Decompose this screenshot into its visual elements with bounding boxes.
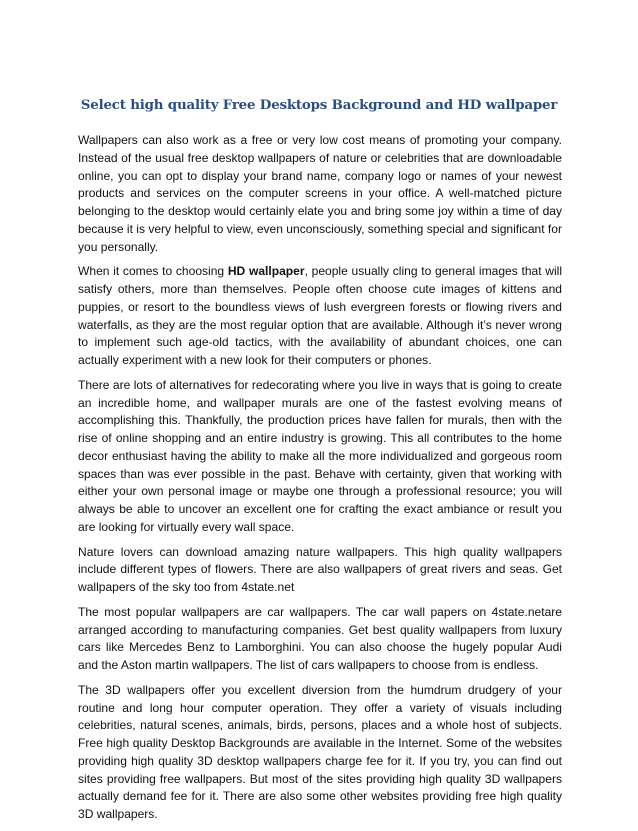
document-body [78, 132, 562, 831]
paragraph-car-wallpapers: The most popular wallpapers are car wallpapers. The car wall papers on 4state.netare arranged according to manufacturing companies. Get best quality wallpapers from luxury cars like Mercedes Benz to Lamborghini. You can also choose the hugely popular Audi and the Aston martin wallpapers. The list of cars wallpapers to choose from is endless. [78, 604, 562, 672]
paragraph-3d-wallpapers: The 3D wallpapers offer you excellent diversion from the humdrum drudgery of your routine and long hour computer operation. They offer a variety of visuals including celebrities, natural scenes, animals, birds, persons, places and a whole host of subjects. Free high quality Desktop Backgrounds are available in the Internet. Some of the websites providing high quality 3D desktop wallpapers charge fee for it. If you try, you can find out sites providing free wallpapers. But most of the sites providing high quality 3D wallpapers actually demand fee for it. There are also some other websites providing free high quality 3D wallpapers. [78, 682, 562, 821]
paragraph-text-after: , people usually cling to general images that will satisfy others, more than themselves. People often choose cute images of kittens and puppies, or resort to the boundless views of lush evergreen forests or flowing rivers and waterfalls, as they are the most regular option that are available. Although it’s never wrong to implement such age-old tactics, with the availability of abundant choices, one can actually experiment with a new look for their computers or phones. [78, 264, 563, 367]
document-title: Select high quality Free Desktops Background and HD wallpaper [80, 97, 558, 113]
paragraph-promoting-company: Wallpapers can also work as a free or very low cost means of promoting your company. Instead of the usual free desktop wallpapers of nature or celebrities that are downloadable online, you can opt to display your brand name, company logo or names of your newest products and services on the computer screens in your office. A well-matched picture belonging to the desktop would certainly elate you and bring some joy within a time of day because it is very helpful to view, even unconsciously, something special and significant for you personally. [78, 133, 562, 254]
paragraph-wallpaper-murals: There are lots of alternatives for redecorating where you live in ways that is going to create an incredible home, and wallpaper murals are one of the fastest evolving means of accomplishing this. Thankfully, the production prices have fallen for murals, then with the rise of online shopping and an entire industry is growing. This all contributes to the home decor enthusiast having the ability to make all the more individualized and gorgeous room spaces than was ever possible in the past. Behave with certainty, given that working with either your own personal image or maybe one through a professional resource; you will always be able to uncover an excellent one for crafting the exact ambiance or result you are looking for virtually every wall space. [78, 377, 562, 534]
paragraph-choosing-hd-wallpaper [78, 263, 562, 370]
paragraph-text-before: When it comes to choosing [78, 264, 228, 279]
paragraph-nature-wallpapers: Nature lovers can download amazing nature wallpapers. This high quality wallpapers include different types of flowers. There are also wallpapers of great rivers and seas. Get wallpapers of the sky too from 4state.net [78, 544, 562, 594]
hd-wallpaper-emphasis: HD wallpaper [227, 264, 305, 279]
